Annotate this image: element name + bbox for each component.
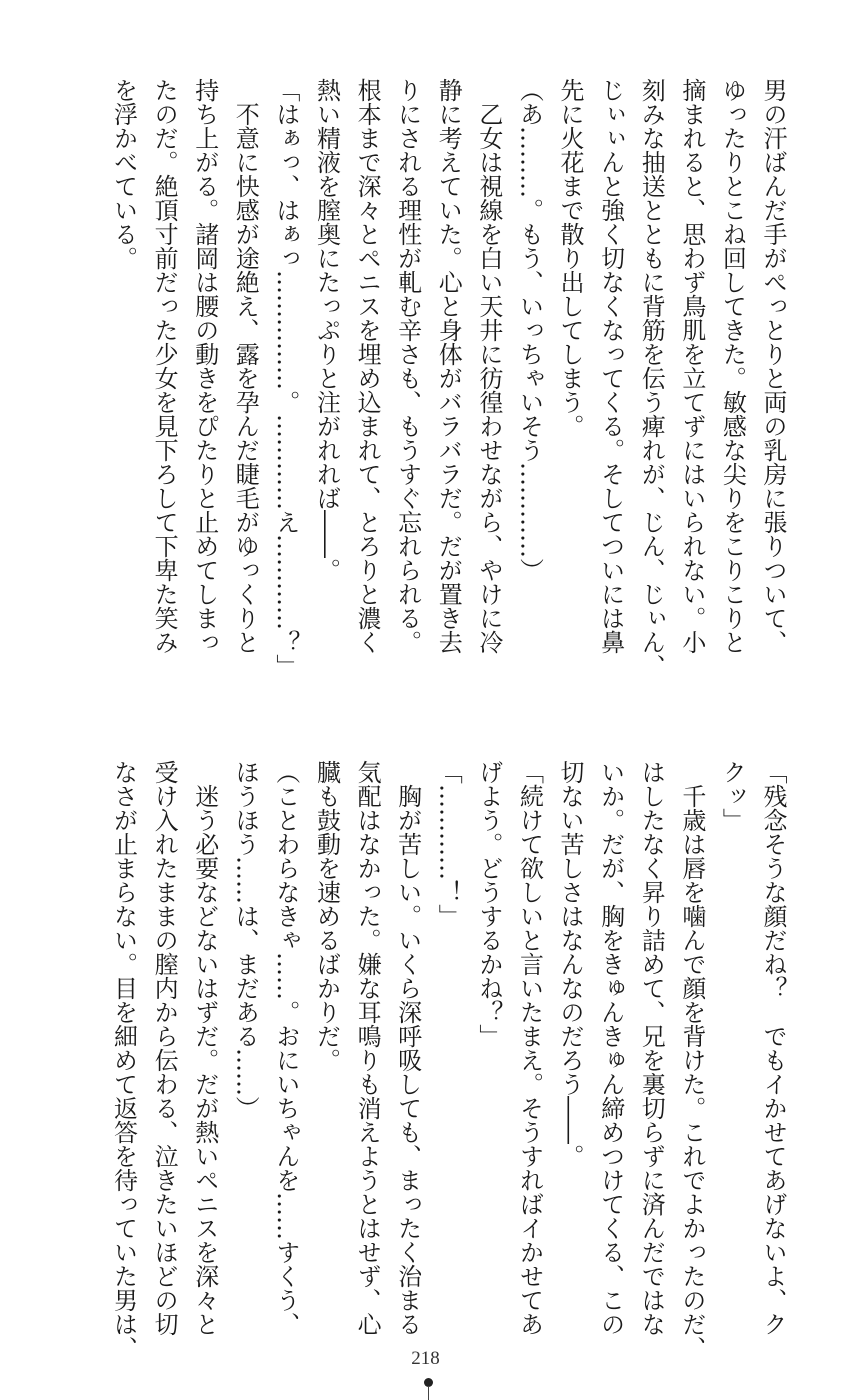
text-column: 不意に快感が途絶え、露を孕んだ睫毛がゆっくりと: [231, 78, 260, 654]
text-column: 気配はなかった。嫌な耳鳴りも消えようとはせず、心: [353, 760, 382, 1336]
text-column: じぃぃんと強く切なくなってくる。そしてついには鼻: [596, 78, 625, 654]
text-column: 根本まで深々とペニスを埋め込まれて、とろりと濃く: [353, 78, 382, 654]
page-number: 218: [411, 1348, 440, 1369]
text-column: はしたなく昇り詰めて、兄を裏切らずに済んだではな: [637, 760, 666, 1336]
upper-text-block: [103, 78, 793, 678]
text-column: なさが止まらない。目を細めて返答を待っていた男は、: [109, 760, 138, 1360]
text-column: 摘まれると、思わず鳥肌を立てずにはいられない。小: [677, 78, 706, 654]
lower-text-block: [103, 760, 793, 1360]
text-column: りにされる理性が軋む辛さも、もうすぐ忘れられる。: [393, 78, 422, 654]
text-column: 「残念そうな顔だね？ でもイかせてあげないよ、ク: [759, 760, 787, 1336]
text-column: 乙女は視線を白い天井に彷徨わせながら、やけに冷: [474, 78, 503, 654]
text-column: （ことわらなきゃ……。おにいちゃんを……すくう、: [271, 760, 300, 1336]
text-column: 受け入れたままの膣内から伝わる、泣きたいほどの切: [150, 760, 179, 1336]
text-column: 持ち上がる。諸岡は腰の動きをぴたりと止めてしまっ: [190, 78, 219, 654]
text-column: いか。だが、胸をきゅんきゅん締めつけてくる、この: [596, 760, 625, 1336]
text-column: 臓も鼓動を速めるばかりだ。: [312, 760, 341, 1072]
text-column: 静に考えていた。心と身体がバラバラだ。だが置き去: [434, 78, 463, 654]
page-marker-line: [428, 1386, 429, 1400]
text-column: を浮かべている。: [109, 78, 138, 270]
text-column: （あ………。もう、いっちゃいそう…………）: [515, 78, 544, 582]
text-column: 迷う必要などないはずだ。だが熱いペニスを深々と: [190, 760, 219, 1336]
text-column: げよう。どうするかね？」: [474, 760, 503, 1048]
text-column: 男の汗ばんだ手がぺっとりと両の乳房に張りついて、: [759, 78, 787, 654]
text-column: 「はぁっ、はぁっ……………。…………え…………？」: [271, 78, 300, 678]
text-column: 「…………！」: [434, 760, 463, 928]
text-column: 胸が苦しい。いくら深呼吸しても、まったく治まる: [393, 760, 422, 1336]
text-column: 千歳は唇を噛んで顔を背けた。これでよかったのだ、: [677, 760, 706, 1360]
text-column: 「続けて欲しいと言いたまえ。そうすればイかせてあ: [515, 760, 544, 1336]
text-column: たのだ。絶頂寸前だった少女を見下ろして下卑た笑み: [150, 78, 179, 654]
text-column: ほうほう……は、まだある……）: [231, 760, 260, 1120]
text-column: 切ない苦しさはなんなのだろう――。: [556, 760, 585, 1168]
text-column: 熱い精液を膣奥にたっぷりと注がれれば――。: [312, 78, 341, 582]
text-column: クッ」: [718, 760, 747, 832]
text-column: ゆったりとこね回してきた。敏感な尖りをこりこりと: [718, 78, 747, 654]
text-column: 刻みな抽送とともに背筋を伝う痺れが、じん、じぃん、: [637, 78, 666, 678]
text-column: 先に火花まで散り出してしまう。: [556, 78, 585, 438]
